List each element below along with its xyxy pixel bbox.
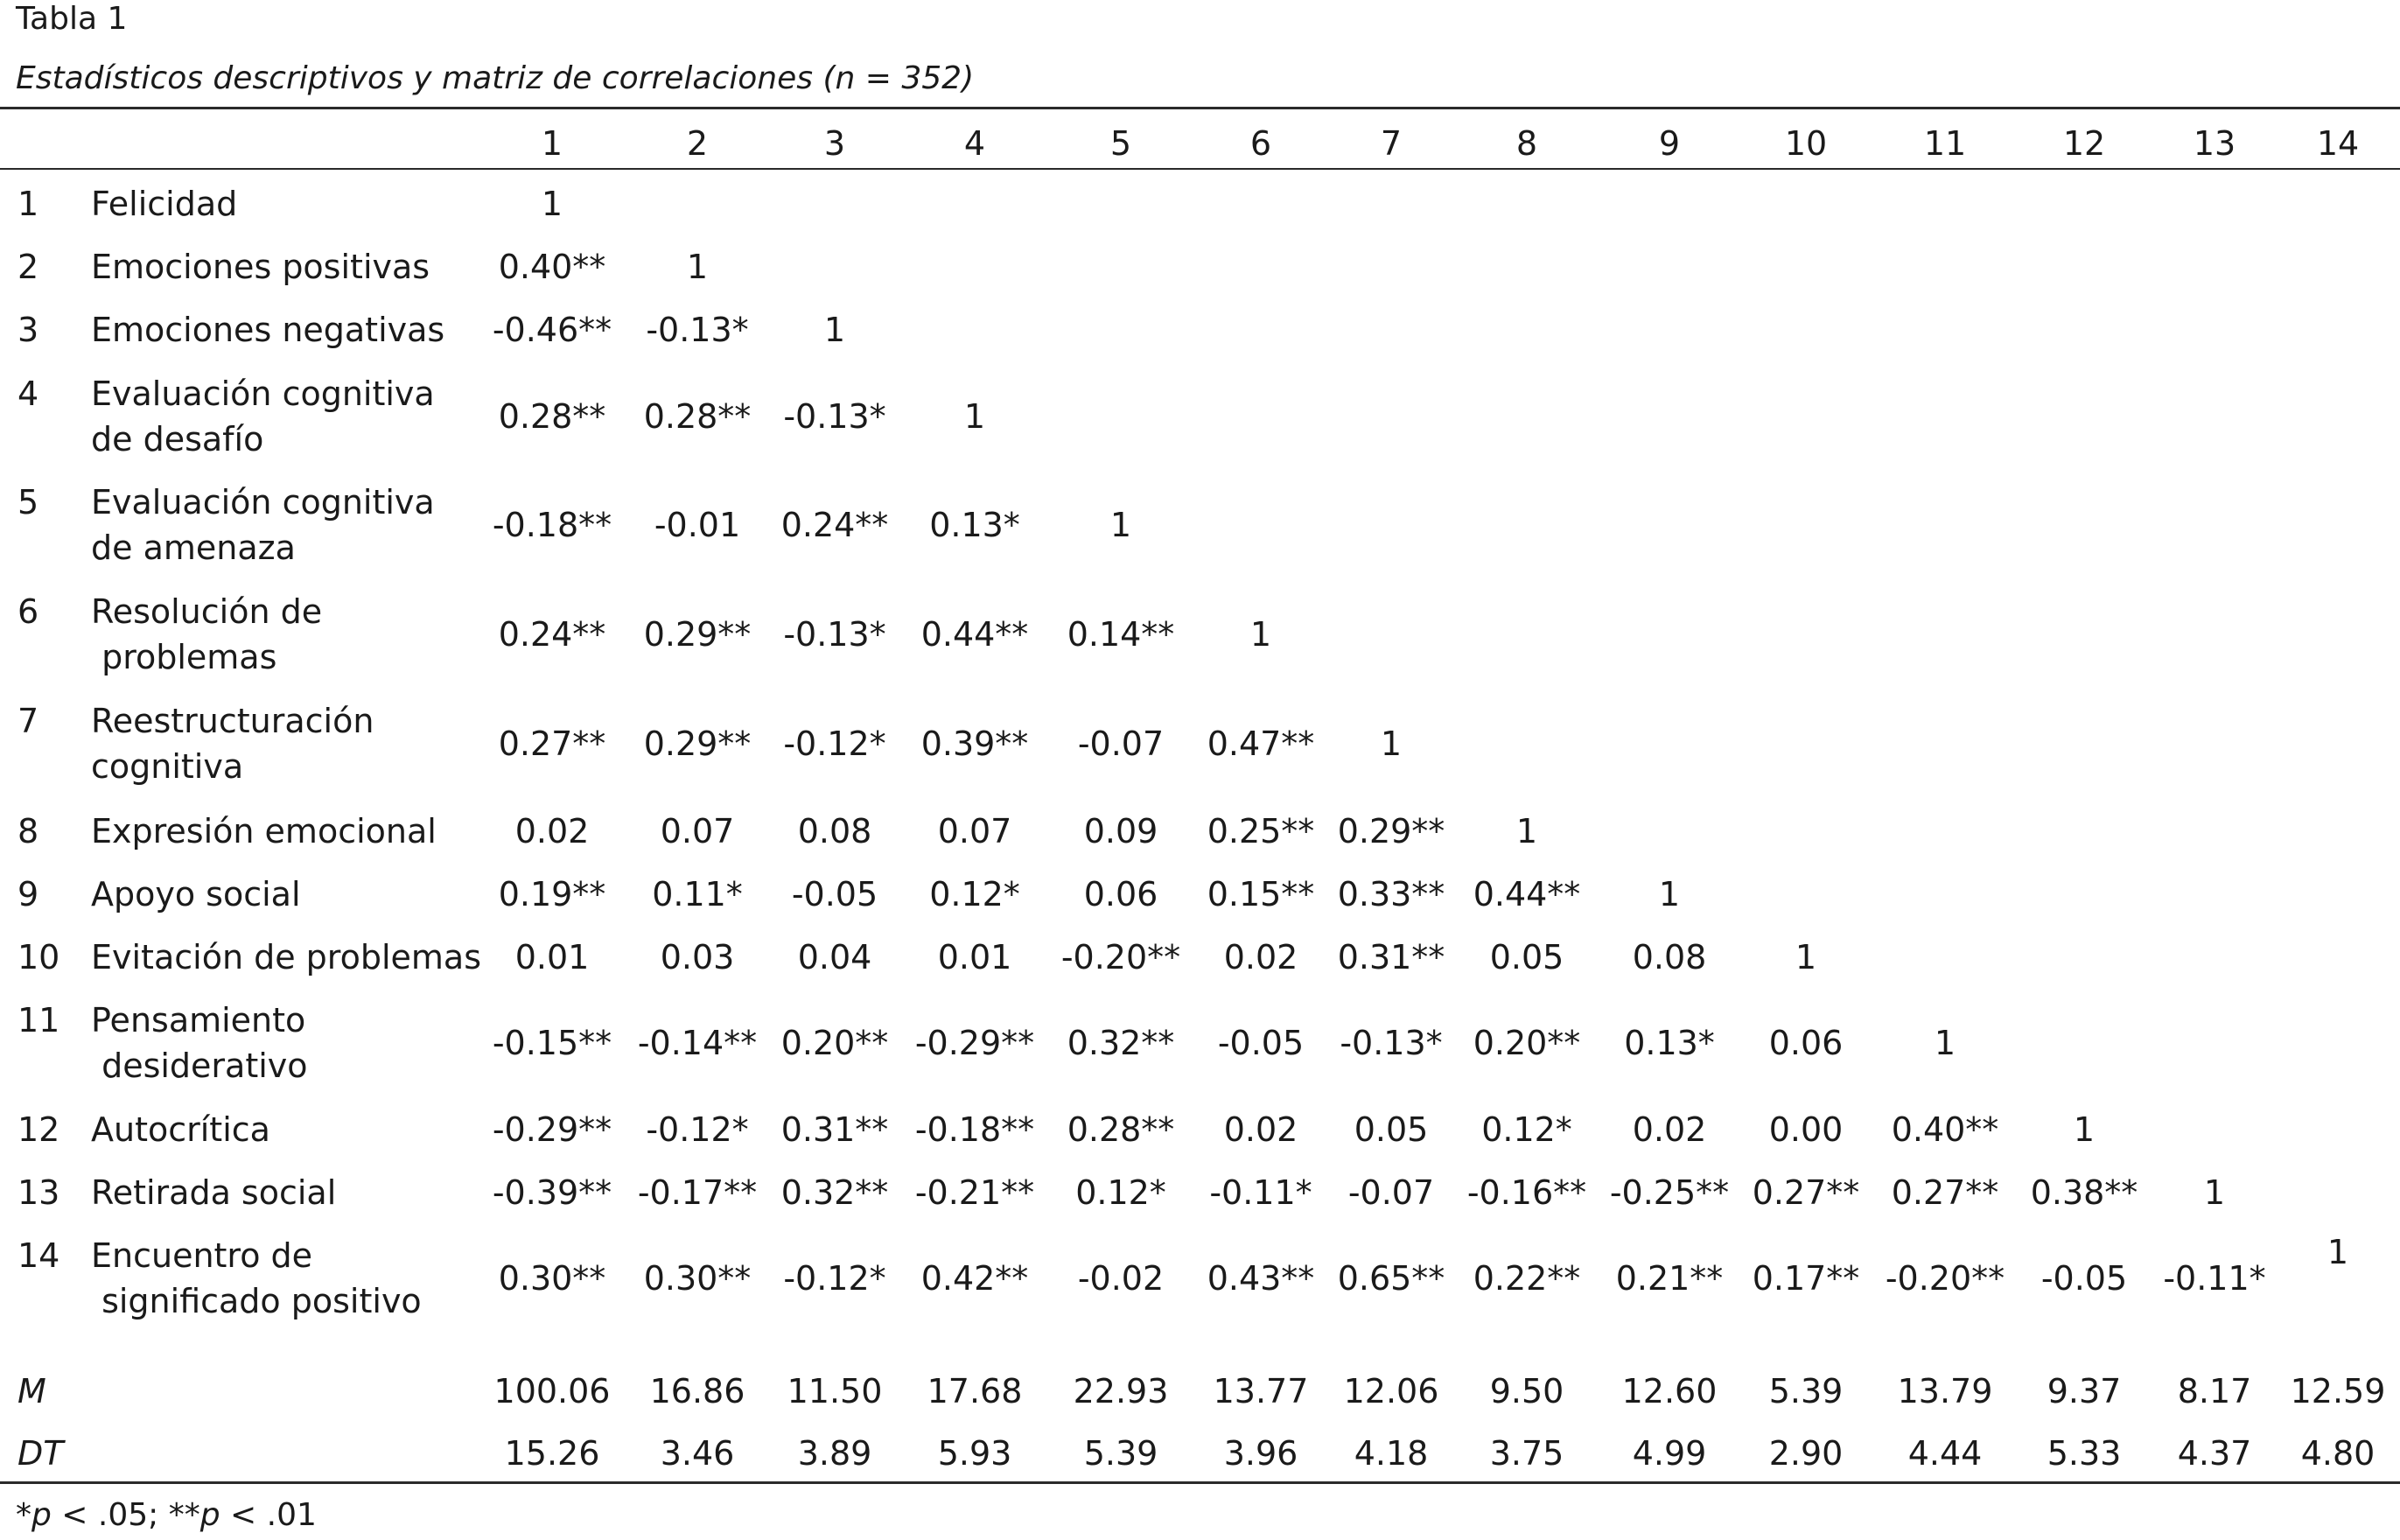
correlation-cell: -0.20**	[1060, 938, 1181, 976]
stat-value: 3.75	[1489, 1434, 1564, 1473]
correlation-cell: 0.42**	[920, 1259, 1029, 1298]
stat-value: 5.33	[2047, 1434, 2122, 1473]
correlation-cell: -0.13*	[1340, 1024, 1443, 1062]
variable-name: Retirada social	[91, 1173, 337, 1212]
row-number: 6	[17, 592, 39, 631]
correlation-cell: 0.29**	[643, 724, 752, 763]
stat-value: 13.79	[1897, 1372, 1993, 1410]
correlation-cell: 1	[823, 311, 846, 349]
correlation-cell: 0.02	[1223, 1110, 1298, 1149]
stat-value: 11.50	[787, 1372, 883, 1410]
variable-name: Apoyo social	[91, 875, 301, 914]
correlation-cell: -0.07	[1347, 1173, 1435, 1212]
variable-name: Resolución de	[91, 592, 323, 631]
column-header: 1	[541, 124, 563, 163]
variable-name: cognitiva	[91, 747, 244, 786]
variable-name: Autocrítica	[91, 1110, 270, 1149]
correlation-cell: 1	[1934, 1024, 1956, 1062]
correlation-cell: 0.33**	[1337, 875, 1445, 914]
variable-name: de amenaza	[91, 528, 296, 567]
stat-value: 5.39	[1768, 1372, 1844, 1410]
correlation-cell: 0.28**	[643, 397, 752, 436]
correlation-cell: 1	[1795, 938, 1817, 976]
correlation-cell: 1	[963, 397, 986, 436]
column-header: 9	[1658, 124, 1681, 163]
correlation-cell: -0.05	[791, 875, 878, 914]
variable-name: de desafío	[91, 420, 264, 458]
correlation-cell: 0.28**	[1067, 1110, 1175, 1149]
correlation-cell: -0.18**	[492, 506, 612, 544]
stat-value: 8.17	[2177, 1372, 2252, 1410]
correlation-cell: 1	[2327, 1233, 2349, 1271]
stat-value: 4.99	[1632, 1434, 1707, 1473]
row-number: 4	[17, 374, 39, 413]
correlation-cell: 0.19**	[498, 875, 606, 914]
correlation-cell: 0.07	[937, 812, 1012, 850]
variable-name: Reestructuración	[91, 702, 374, 740]
correlation-cell: 0.38**	[2030, 1173, 2138, 1212]
stat-label: DT	[17, 1434, 64, 1473]
correlation-cell: 0.13*	[1624, 1024, 1715, 1062]
table-number: Tabla 1	[16, 1, 128, 37]
correlation-cell: 0.00	[1768, 1110, 1844, 1149]
correlation-cell: 0.12*	[1075, 1173, 1166, 1212]
correlation-cell: -0.12*	[783, 1259, 886, 1298]
correlation-cell: 0.27**	[1752, 1173, 1860, 1212]
stat-value: 100.06	[493, 1372, 611, 1410]
column-header: 7	[1380, 124, 1403, 163]
stat-value: 13.77	[1213, 1372, 1309, 1410]
table-title: Estadísticos descriptivos y matriz de correlaciones (n = 352)	[16, 60, 975, 96]
column-header: 2	[686, 124, 709, 163]
row-number: 12	[17, 1110, 60, 1149]
correlation-cell: 0.32**	[1067, 1024, 1175, 1062]
correlation-cell: 0.06	[1083, 875, 1158, 914]
stat-value: 9.37	[2047, 1372, 2122, 1410]
column-header: 10	[1784, 124, 1828, 163]
correlation-cell: 0.13*	[929, 506, 1020, 544]
correlation-cell: -0.21**	[914, 1173, 1035, 1212]
footnote-p2: p	[199, 1497, 220, 1533]
row-number: 11	[17, 1001, 60, 1040]
correlation-cell: 0.30**	[643, 1259, 752, 1298]
correlation-cell: -0.25**	[1609, 1173, 1730, 1212]
correlation-cell: 0.24**	[780, 506, 889, 544]
column-header: 11	[1923, 124, 1967, 163]
footnote-star1: *	[16, 1497, 31, 1533]
correlation-cell: -0.46**	[492, 311, 612, 349]
correlation-cell: 0.01	[514, 938, 590, 976]
stat-value: 3.96	[1223, 1434, 1298, 1473]
column-header: 12	[2062, 124, 2106, 163]
stat-value: 4.18	[1354, 1434, 1429, 1473]
bottom-rule	[0, 1481, 2400, 1484]
correlation-cell: -0.15**	[492, 1024, 612, 1062]
correlation-cell: -0.13*	[646, 311, 749, 349]
column-header: 14	[2316, 124, 2360, 163]
footnote-p1: p	[31, 1497, 52, 1533]
stat-label: M	[17, 1372, 46, 1410]
row-number: 9	[17, 875, 39, 914]
correlation-cell: 0.09	[1083, 812, 1158, 850]
row-number: 5	[17, 483, 39, 522]
correlation-cell: 0.08	[1632, 938, 1707, 976]
row-number: 2	[17, 248, 39, 286]
stat-value: 12.06	[1343, 1372, 1439, 1410]
correlation-cell: 0.31**	[1337, 938, 1445, 976]
stat-value: 2.90	[1768, 1434, 1844, 1473]
table-footnote	[16, 1496, 317, 1535]
row-number: 10	[17, 938, 60, 976]
correlation-cell: -0.29**	[914, 1024, 1035, 1062]
correlation-cell: -0.05	[1217, 1024, 1305, 1062]
correlation-cell: 0.06	[1768, 1024, 1844, 1062]
stat-value: 12.60	[1621, 1372, 1718, 1410]
variable-name: desiderativo	[91, 1046, 308, 1085]
variable-name: Evaluación cognitiva	[91, 374, 435, 413]
correlation-cell: 0.27**	[1891, 1173, 1999, 1212]
row-number: 7	[17, 702, 39, 740]
variable-name: Expresión emocional	[91, 812, 437, 850]
correlation-cell: 0.20**	[1473, 1024, 1581, 1062]
variable-name: problemas	[91, 638, 277, 676]
correlation-cell: 0.40**	[1891, 1110, 1999, 1149]
correlation-cell: -0.11*	[2163, 1259, 2266, 1298]
footnote-text2: < .01	[220, 1497, 317, 1533]
variable-name: Evaluación cognitiva	[91, 483, 435, 522]
correlation-cell: 0.02	[1632, 1110, 1707, 1149]
correlation-cell: 0.32**	[780, 1173, 889, 1212]
correlation-cell: 0.15**	[1207, 875, 1315, 914]
correlation-cell: 1	[1515, 812, 1538, 850]
correlation-cell: -0.14**	[637, 1024, 758, 1062]
stat-value: 15.26	[504, 1434, 600, 1473]
stat-value: 12.59	[2290, 1372, 2386, 1410]
correlation-cell: 1	[1380, 724, 1403, 763]
header-rule	[0, 168, 2400, 170]
correlation-cell: 0.44**	[920, 615, 1029, 654]
correlation-cell: 0.44**	[1473, 875, 1581, 914]
correlation-cell: 1	[1109, 506, 1132, 544]
column-header: 4	[963, 124, 986, 163]
column-header: 8	[1515, 124, 1538, 163]
variable-name: Emociones positivas	[91, 248, 430, 286]
correlation-cell: -0.13*	[783, 397, 886, 436]
correlation-cell: -0.17**	[637, 1173, 758, 1212]
correlation-cell: 0.03	[660, 938, 735, 976]
correlation-cell: 0.08	[797, 812, 872, 850]
correlation-cell: 0.43**	[1207, 1259, 1315, 1298]
correlation-cell: 0.24**	[498, 615, 606, 654]
stat-value: 4.44	[1907, 1434, 1983, 1473]
correlation-cell: 0.21**	[1615, 1259, 1724, 1298]
variable-name: Evitación de problemas	[91, 938, 481, 976]
stat-value: 4.37	[2177, 1434, 2252, 1473]
correlation-cell: 0.12*	[1481, 1110, 1572, 1149]
correlation-cell: -0.29**	[492, 1110, 612, 1149]
correlation-cell: -0.05	[2040, 1259, 2128, 1298]
correlation-cell: -0.39**	[492, 1173, 612, 1212]
correlation-cell: 1	[2203, 1173, 2226, 1212]
correlation-cell: 0.65**	[1337, 1259, 1445, 1298]
row-number: 3	[17, 311, 39, 349]
variable-name: Encuentro de	[91, 1236, 313, 1275]
stat-value: 3.46	[660, 1434, 735, 1473]
correlation-cell: -0.16**	[1466, 1173, 1587, 1212]
correlation-cell: 0.07	[660, 812, 735, 850]
correlation-cell: 0.28**	[498, 397, 606, 436]
variable-name: Pensamiento	[91, 1001, 306, 1040]
variable-name: Felicidad	[91, 185, 238, 223]
correlation-cell: 0.01	[937, 938, 1012, 976]
correlation-cell: 0.31**	[780, 1110, 889, 1149]
stat-value: 5.39	[1083, 1434, 1158, 1473]
correlation-cell: 0.20**	[780, 1024, 889, 1062]
stat-value: 9.50	[1489, 1372, 1564, 1410]
correlation-cell: 0.25**	[1207, 812, 1315, 850]
correlation-cell: 0.02	[1223, 938, 1298, 976]
correlation-cell: 0.29**	[643, 615, 752, 654]
correlation-cell: 0.22**	[1473, 1259, 1581, 1298]
correlation-cell: -0.01	[654, 506, 741, 544]
correlation-cell: 0.05	[1489, 938, 1564, 976]
row-number: 1	[17, 185, 39, 223]
correlation-cell: -0.20**	[1885, 1259, 2005, 1298]
correlation-cell: 1	[2073, 1110, 2096, 1149]
correlation-cell: 0.40**	[498, 248, 606, 286]
correlation-cell: -0.07	[1077, 724, 1165, 763]
correlation-cell: 0.11*	[652, 875, 743, 914]
top-rule	[0, 107, 2400, 109]
row-number: 13	[17, 1173, 60, 1212]
column-header: 5	[1109, 124, 1132, 163]
correlation-cell: -0.11*	[1209, 1173, 1312, 1212]
correlation-cell: -0.18**	[914, 1110, 1035, 1149]
correlation-cell: -0.02	[1077, 1259, 1165, 1298]
correlation-cell: -0.12*	[783, 724, 886, 763]
stat-value: 4.80	[2300, 1434, 2376, 1473]
correlation-cell: 0.05	[1354, 1110, 1429, 1149]
correlation-cell: 1	[686, 248, 709, 286]
stat-value: 3.89	[797, 1434, 872, 1473]
footnote-star2: **	[168, 1497, 200, 1533]
correlation-cell: 0.14**	[1067, 615, 1175, 654]
correlation-cell: 1	[1249, 615, 1272, 654]
correlation-cell: 1	[541, 185, 563, 223]
variable-name: significado positivo	[91, 1282, 422, 1320]
correlation-cell: 0.39**	[920, 724, 1029, 763]
footnote-text1: < .05;	[51, 1497, 169, 1533]
column-header: 13	[2193, 124, 2236, 163]
correlation-cell: 0.29**	[1337, 812, 1445, 850]
correlation-cell: 0.02	[514, 812, 590, 850]
variable-name: Emociones negativas	[91, 311, 445, 349]
column-header: 6	[1249, 124, 1272, 163]
stat-value: 5.93	[937, 1434, 1012, 1473]
row-number: 14	[17, 1236, 60, 1275]
correlation-cell: 0.12*	[929, 875, 1020, 914]
correlation-cell: 0.47**	[1207, 724, 1315, 763]
correlation-cell: -0.12*	[646, 1110, 749, 1149]
stat-value: 17.68	[927, 1372, 1023, 1410]
correlation-cell: 0.30**	[498, 1259, 606, 1298]
stat-value: 22.93	[1073, 1372, 1169, 1410]
correlation-cell: 0.04	[797, 938, 872, 976]
stat-value: 16.86	[649, 1372, 745, 1410]
correlation-cell: 0.27**	[498, 724, 606, 763]
correlation-cell: 1	[1658, 875, 1681, 914]
column-header: 3	[823, 124, 846, 163]
correlation-cell: 0.17**	[1752, 1259, 1860, 1298]
correlation-cell: -0.13*	[783, 615, 886, 654]
row-number: 8	[17, 812, 39, 850]
